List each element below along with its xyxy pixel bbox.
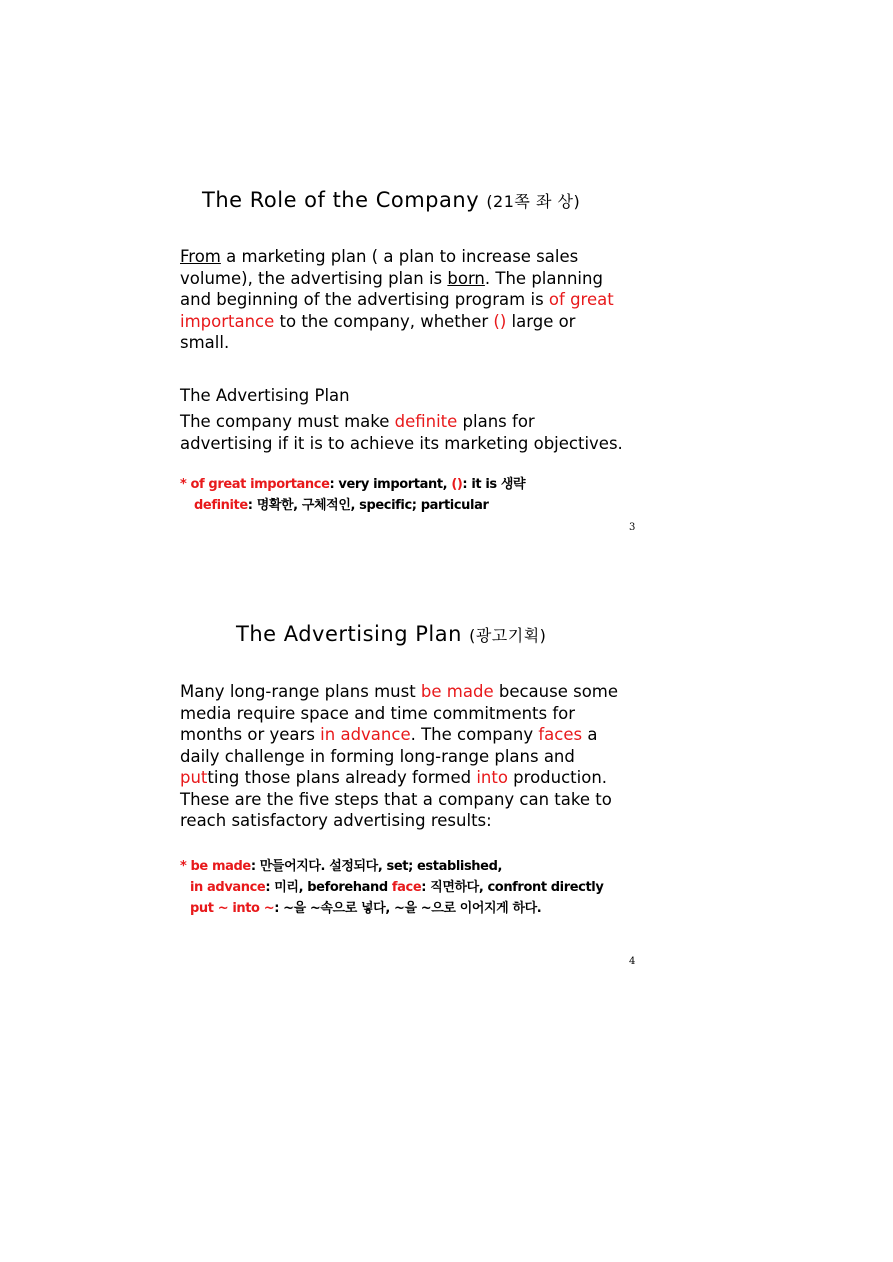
- note-term: put ~ into ~: [190, 901, 275, 916]
- note-term: (): [451, 477, 463, 492]
- highlight-term: of great: [548, 290, 614, 309]
- section-heading: The Advertising Plan: [180, 386, 350, 405]
- vocab-note: * of great importance: very important, (): it is 생략 definite: 명확한, 구체적인, specific; particular: [180, 477, 526, 513]
- title-text: The Role of the Company: [202, 188, 480, 212]
- note-term: in advance: [190, 880, 266, 895]
- highlight-term: in advance: [320, 725, 411, 744]
- note-term: face: [391, 880, 422, 895]
- title-text: The Advertising Plan: [236, 622, 462, 646]
- highlight-term: put: [180, 768, 208, 787]
- page-number: 3: [629, 522, 636, 533]
- underlined-word: born: [447, 268, 485, 288]
- highlight-term: (): [493, 311, 507, 331]
- highlight-term: into: [476, 768, 508, 787]
- slide-title: [236, 622, 546, 646]
- note-term: * be made: [180, 859, 251, 874]
- note-term: definite: [194, 498, 248, 513]
- intro-paragraph: From a marketing plan ( a plan to increase sales volume), the advertising plan is born. The planning and beginning of the advertising program is of great importance to the company, whether () large or small.: [180, 247, 614, 352]
- highlight-term: importance: [180, 311, 275, 331]
- plan-paragraph: The company must make definite plans for advertising if it is to achieve its marketing objectives.: [180, 412, 623, 453]
- note-term: * of great importance: [180, 477, 330, 492]
- highlight-term: definite: [394, 412, 458, 431]
- vocab-note: * be made: 만들어지다. 설정되다, set; established, in advance: 미리, beforehand face: 직면하다, confront directly put ~ into ~: ~을 ~속으로 넣다, ~을 ~으로 이어지게 하다.: [180, 859, 604, 916]
- plan-paragraph: Many long-range plans must be made because some media require space and time commitments for months or years in advance. The company faces a daily challenge in forming long-range plans and putting those plans already formed into production. These are the five steps that a company can take to reach satisfactory advertising results:: [180, 682, 619, 830]
- highlight-term: be made: [420, 682, 494, 701]
- page-number: 4: [629, 956, 636, 967]
- title-reference: (광고기획): [469, 626, 547, 645]
- title-reference: (21쪽 좌 상): [486, 192, 581, 211]
- highlight-term: faces: [538, 725, 583, 744]
- slide-title: [202, 188, 580, 212]
- underlined-word: From: [180, 247, 221, 266]
